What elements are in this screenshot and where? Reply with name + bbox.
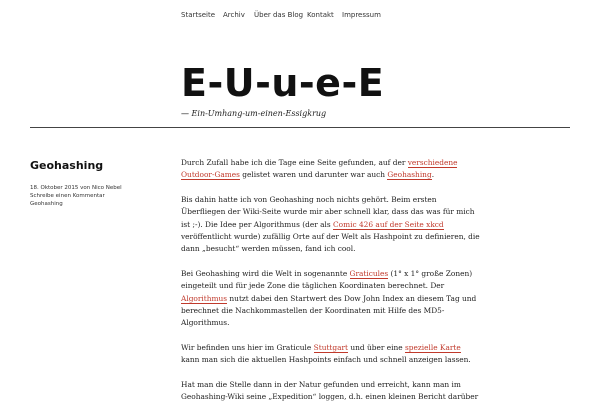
main-navigation bbox=[0, 0, 600, 30]
comment-link[interactable]: Schreibe einen Kommentar bbox=[30, 193, 105, 199]
inline-link[interactable]: Graticules bbox=[349, 269, 389, 279]
paragraph: Bei Geohashing wird die Welt in sogenannte Graticules (1° x 1° große Zonen) eingeteilt und für jede Zone die täglichen Koordinaten berechnet. Der Algorithmus nutzt dabei den Startwert des Dow John Index an diesem Tag und berechnet die Nachkommastellen der Koordinaten mit Hilfe des MD5-Algorithmus. bbox=[181, 269, 477, 328]
paragraph: Durch Zufall habe ich die Tage eine Seite gefunden, auf der verschiedene Outdoor-Games gelistet waren und darunter war auch Geohashing. bbox=[181, 158, 458, 180]
nav-item-archiv[interactable]: Archiv bbox=[223, 11, 245, 19]
nav-item-kontakt[interactable]: Kontakt bbox=[307, 11, 334, 19]
post-title[interactable]: Geohashing bbox=[30, 159, 104, 172]
paragraph: Bis dahin hatte ich von Geohashing noch nichts gehört. Beim ersten Überfliegen der Wiki-Seite wurde mir aber schnell klar, dass das was für mich ist ;-). Die Idee per Algorithmus (der als Comic 426 auf der Seite xkcd veröffentlicht wurde) zufällig Orte auf der Welt als Hashpoint zu definieren, die dann „besucht“ werden müssen, fand ich cool. bbox=[181, 195, 480, 254]
paragraph: Hat man die Stelle dann in der Natur gefunden und erreicht, kann man im Geohashing-Wiki seine „Expedition“ loggen, d.h. einen kleinen Bericht darüber bbox=[181, 380, 479, 402]
post-date-author[interactable]: 18. Oktober 2015 von Nico Nebel bbox=[30, 185, 122, 191]
nav-item-startseite[interactable]: Startseite bbox=[181, 11, 216, 19]
inline-link[interactable]: Algorithmus bbox=[181, 293, 228, 303]
inline-link[interactable]: verschiedene Outdoor-Games bbox=[181, 158, 458, 180]
post-meta bbox=[30, 184, 170, 208]
inline-link[interactable]: Comic 426 auf der Seite xkcd bbox=[333, 219, 444, 229]
nav-item-ueber-das-blog[interactable]: Über das Blog bbox=[254, 11, 304, 19]
post-content bbox=[181, 157, 481, 416]
header-divider bbox=[30, 127, 570, 128]
site-title[interactable]: E-U-u-e-E bbox=[181, 61, 385, 105]
inline-link[interactable]: Geohashing bbox=[387, 170, 432, 180]
inline-link[interactable]: spezielle Karte bbox=[404, 343, 461, 353]
paragraph: Wir befinden uns hier im Graticule Stuttgart und über eine spezielle Karte kann man sich die aktuellen Hashpoints einfach und schnell anzeigen lassen. bbox=[181, 343, 471, 365]
post-category-link[interactable]: Geohashing bbox=[30, 201, 63, 207]
site-tagline: — Ein-Umhang-um-einen-Essigkrug bbox=[181, 109, 327, 118]
inline-link[interactable]: Stuttgart bbox=[313, 343, 349, 353]
nav-item-impressum[interactable]: Impressum bbox=[342, 11, 381, 19]
